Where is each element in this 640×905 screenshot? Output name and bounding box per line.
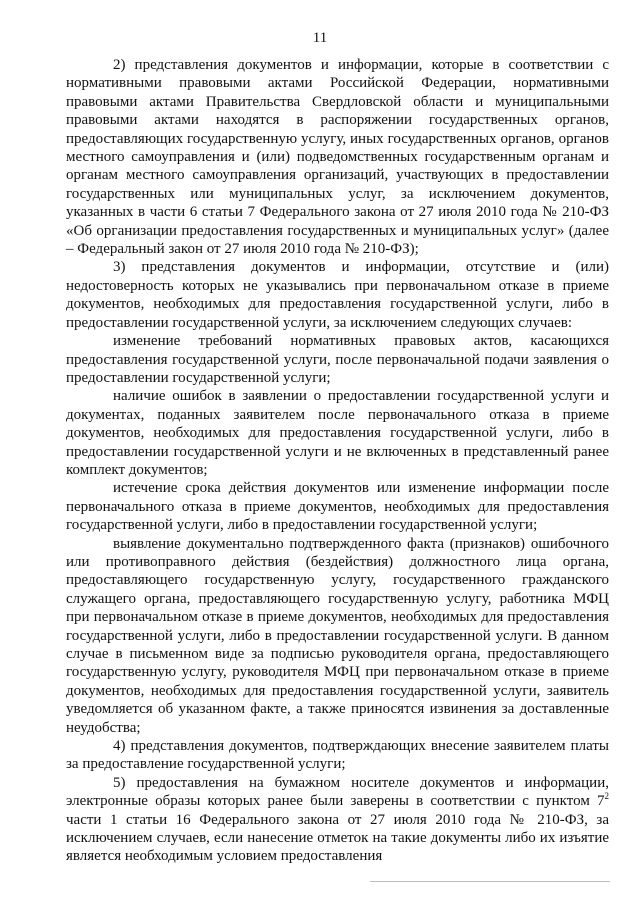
paragraph-exception-requirements-change: изменение требований нормативных правовых актов, касающихся предоставления государственной услуги, после первоначальной подачи заявления о предоставлении государственной услуги;: [66, 333, 609, 386]
paragraph-exception-expiry: истечение срока действия документов или изменение информации после первоначального отказа в приеме документов, необходимых для предоставления государственной услуги, либо в предоставлении государственной услуги;: [66, 480, 609, 534]
paragraph-exception-official-error: выявление документально подтвержденного факта (признаков) ошибочного или противоправного действия (бездействия) должностного лица органа, предоставляющего государственную услугу, государственного гражданского служащего органа, предоставляющего государственную услугу, работника МФЦ при первоначальном отказе в приеме документов, необходимых для предоставления государственной услуги, либо в предоставлении государственной услуги. В данном случае в письменном виде за подписью руководителя органа, предоставляющего государственную услугу, руководителя МФЦ при первоначальном отказе в приеме документов, необходимых для предоставления государственной услуги, заявитель уведомляется об указанном факте, а также приносятся извинения за доставленные неудобства;: [66, 535, 609, 736]
paragraph-item-5: [66, 774, 609, 866]
paragraph-item-4: 4) представления документов, подтверждающих внесение заявителем платы за предоставление государственной услуги;: [66, 738, 609, 773]
paragraph-item-5-start: 5) предоставления на бумажном носителе документов и информации, электронные образы которых ранее были заверены в соответствии с пунктом 7: [66, 774, 609, 810]
document-body: [66, 56, 609, 866]
paragraph-item-5-end: части 1 статьи 16 Федерального закона от 27 июля 2010 года № 210-ФЗ, за исключением случаев, если нанесение отметок на такие документы либо их изъятие является необходимым условием предоставления: [66, 811, 609, 865]
page-number: 11: [312, 30, 328, 46]
superscript: 2: [604, 791, 609, 802]
scan-divider-line: [370, 881, 610, 882]
paragraph-item-3: 3) представления документов и информации, отсутствие и (или) недостоверность которых не указывались при первоначальном отказе в приеме документов, необходимых для предоставления государственной услуги, либо в предоставлении государственной услуги, за исключением следующих случаев:: [66, 259, 609, 331]
paragraph-item-2: 2) представления документов и информации, которые в соответствии с нормативными правовыми актами Российской Федерации, нормативными правовыми актами Правительства Свердловской области и муниципальными правовыми актами находятся в распоряжении государственных органов, предоставляющих государственную услугу, иных государственных органов, органов местного самоуправления и (или) подведомственных государственным органам и органам местного самоуправления организаций, участвующих в предоставлении государственных или муниципальных услуг, за исключением документов, указанных в части 6 статьи 7 Федерального закона от 27 июля 2010 года № 210-ФЗ «Об организации предоставления государственных и муниципальных услуг» (далее – Федеральный закон от 27 июля 2010 года № 210-ФЗ);: [66, 57, 609, 258]
paragraph-exception-errors: наличие ошибок в заявлении о предоставлении государственной услуги и документах, поданных заявителем после первоначального отказа в приеме документов, необходимых для предоставления государственной услуги, либо в предоставлении государственной услуги и не включенных в представленный ранее комплект документов;: [66, 388, 609, 478]
